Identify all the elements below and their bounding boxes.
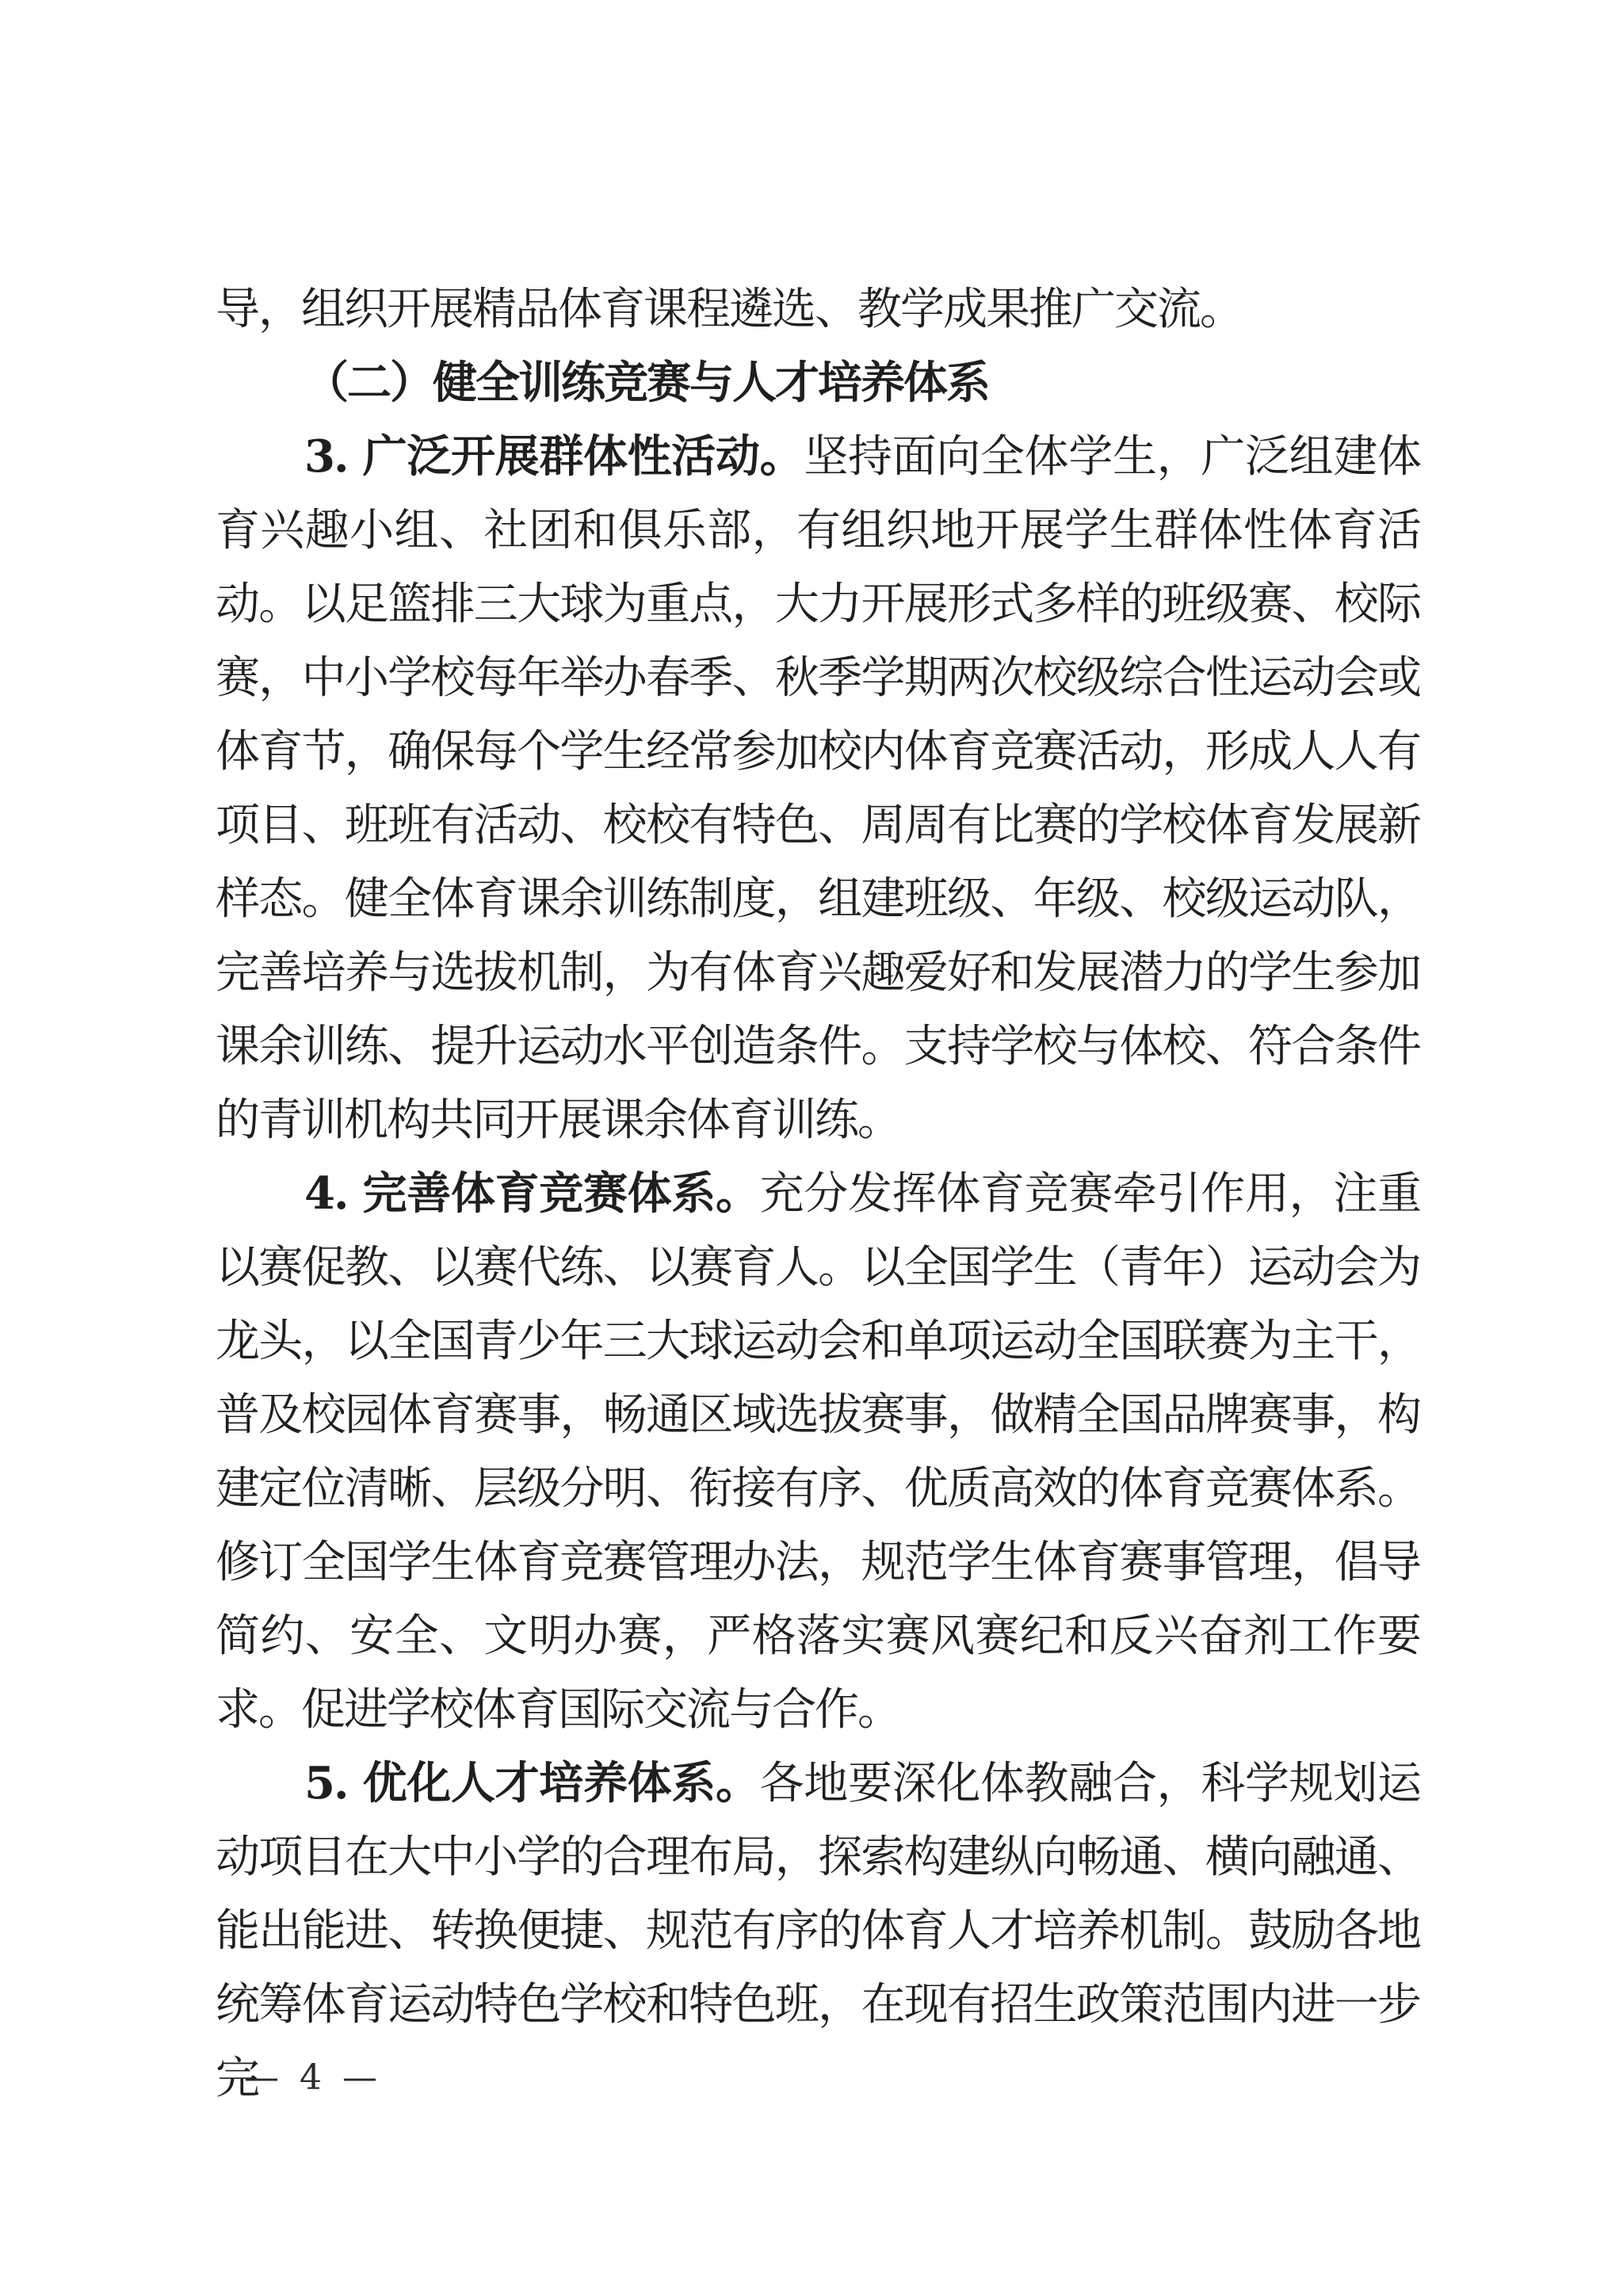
paragraph-lead: 4. 完善体育竞赛体系。 [304, 1167, 760, 1220]
continuation-line: 导，组织开展精品体育课程遴选、教学成果推广交流。 [216, 284, 1243, 335]
paragraph-4 [216, 1157, 1420, 1747]
body-text [216, 273, 1420, 2115]
section-heading: （二）健全训练竞赛与人才培养体系 [304, 357, 989, 409]
paragraph-5 [216, 1747, 1420, 2115]
paragraph-lead: 5. 优化人才培养体系。 [304, 1757, 760, 1809]
paragraph-body: 坚持面向全体学生，广泛组建体育兴趣小组、社团和俱乐部，有组织地开展学生群体性体育活动。以足篮排三大球为重点，大力开展形式多样的班级赛、校际赛，中小学校每年举办春季、秋季学期两次校级综合性运动会或体育节，确保每个学生经常参加校内体育竞赛活动，形成人人有项目、班班有活动、校校有特色、周周有比赛的学校体育发展新样态。健全体育课余训练制度，组建班级、年级、校级运动队，完善培养与选拔机制，为有体育兴趣爱好和发展潜力的学生参加课余训练、提升运动水平创造条件。支持学校与体校、符合条件的青训机构共同开展课余体育训练。 [216, 431, 1420, 1146]
paragraph-lead: 3. 广泛开展群体性活动。 [304, 430, 804, 483]
page-number: — 4 — [244, 2057, 382, 2098]
paragraph-3 [216, 420, 1420, 1157]
paragraph-body: 充分发挥体育竞赛牵引作用，注重以赛促教、以赛代练、以赛育人。以全国学生（青年）运动会为龙头，以全国青少年三大球运动会和单项运动全国联赛为主干，普及校园体育赛事，畅通区域选拔赛事，做精全国品牌赛事，构建定位清晰、层级分明、衔接有序、优质高效的体育竞赛体系。修订全国学生体育竞赛管理办法，规范学生体育赛事管理，倡导简约、安全、文明办赛，严格落实赛风赛纪和反兴奋剂工作要求。促进学校体育国际交流与合作。 [216, 1168, 1420, 1736]
paragraph-body: 各地要深化体教融合，科学规划运动项目在大中小学的合理布局，探索构建纵向畅通、横向融通、能出能进、转换便捷、规范有序的体育人才培养机制。鼓励各地统筹体育运动特色学校和特色班，在现有招生政策范围内进一步完 [216, 1758, 1420, 2104]
